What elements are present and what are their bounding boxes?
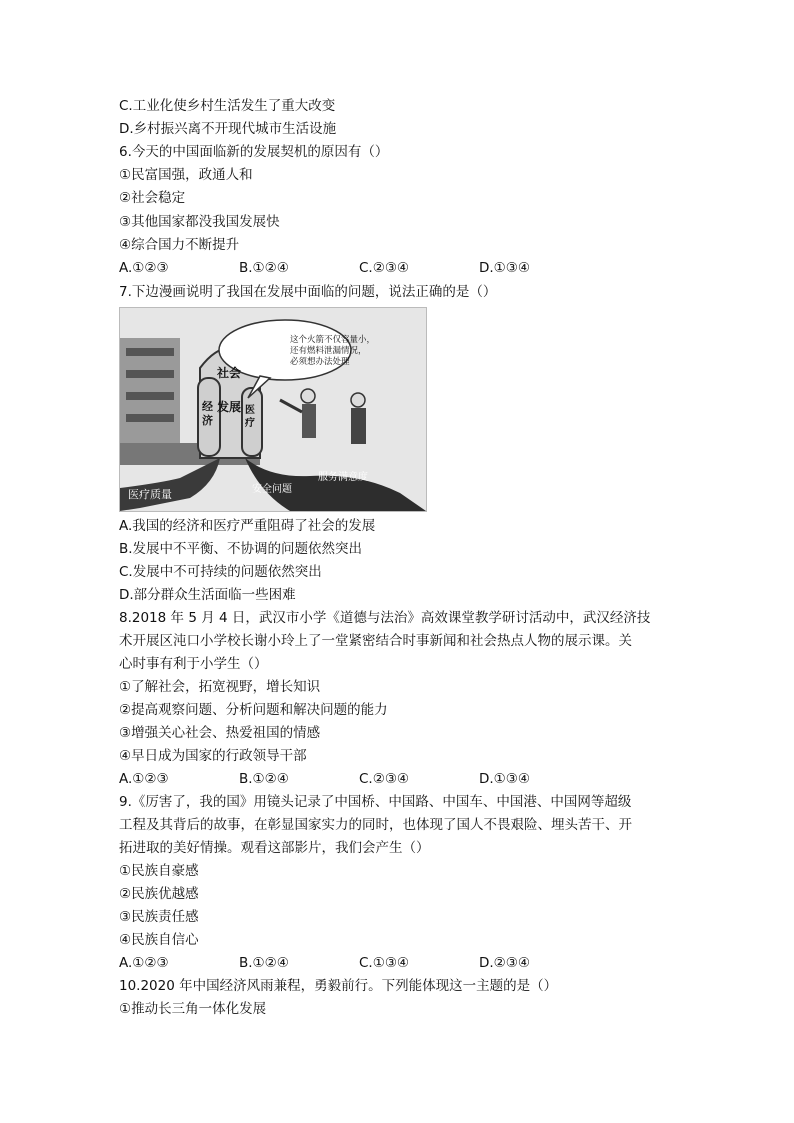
statement-item: ③民族责任感 [119, 909, 199, 925]
question-9-cont: 工程及其背后的故事，在彰显国家实力的同时，也体现了国人不畏艰险、埋头苦干、开 [119, 817, 632, 833]
statement-item: ①民富国强，政通人和 [119, 167, 253, 183]
statement-item: ④综合国力不断提升 [119, 237, 240, 253]
choice-a: A.①②③ [119, 771, 169, 787]
option-a: A.我国的经济和医疗严重阻碍了社会的发展 [119, 518, 376, 534]
puddle-label: 安全问题 [252, 484, 292, 495]
statement-item: ①民族自豪感 [119, 863, 199, 879]
rocket-label-left: 经济 [202, 400, 213, 427]
statement-item: ①了解社会，拓宽视野，增长知识 [119, 679, 321, 695]
choice-c: C.②③④ [359, 771, 410, 787]
question-10: 10.2020 年中国经济风雨兼程，勇毅前行。下列能体现这一主题的是（） [119, 978, 558, 994]
rocket-label-top: 社会 [217, 366, 242, 380]
statement-item: ④早日成为国家的行政领导干部 [119, 748, 307, 764]
choice-d: D.①③④ [479, 260, 530, 276]
option-b: B.发展中不平衡、不协调的问题依然突出 [119, 541, 363, 557]
option-c: C.发展中不可持续的问题依然突出 [119, 564, 322, 580]
statement-item: ④民族自信心 [119, 932, 199, 948]
speech-bubble: 这个火箭不仅容量小， 还有燃料泄漏情况， 必须想办法处理 [290, 335, 376, 367]
option-d: D.部分群众生活面临一些困难 [119, 587, 296, 603]
statement-item: ①推动长三角一体化发展 [119, 1001, 267, 1017]
statement-item: ③增强关心社会、热爱祖国的情感 [119, 725, 321, 741]
choice-a: A.①②③ [119, 955, 169, 971]
choice-d: D.①③④ [479, 771, 530, 787]
choice-c: C.①③④ [359, 955, 410, 971]
choice-c: C.②③④ [359, 260, 410, 276]
choice-d: D.②③④ [479, 955, 530, 971]
question-6: 6.今天的中国面临新的发展契机的原因有（） [119, 144, 389, 160]
question-7: 7.下边漫画说明了我国在发展中面临的问题，说法正确的是（） [119, 284, 497, 300]
question-8-cont: 术开展区沌口小学校长谢小玲上了一堂紧密结合时事新闻和社会热点人物的展示课。关 [119, 633, 632, 649]
choice-b: B.①②④ [239, 955, 289, 971]
statement-item: ②民族优越感 [119, 886, 199, 902]
choice-b: B.①②④ [239, 260, 289, 276]
choice-b: B.①②④ [239, 771, 289, 787]
rocket-label-right: 医疗 [245, 405, 255, 429]
cartoon-image [119, 307, 427, 512]
statement-item: ②提高观察问题、分析问题和解决问题的能力 [119, 702, 388, 718]
option-text: C.工业化使乡村生活发生了重大改变 [119, 98, 336, 114]
choice-a: A.①②③ [119, 260, 169, 276]
puddle-label: 服务满意度 [318, 472, 368, 483]
statement-item: ③其他国家都没我国发展快 [119, 214, 280, 230]
question-9: 9.《厉害了，我的国》用镜头记录了中国桥、中国路、中国车、中国港、中国网等超级 [119, 794, 632, 810]
option-text: D.乡村振兴离不开现代城市生活设施 [119, 121, 337, 137]
rocket-label-mid: 发展 [217, 400, 242, 414]
question-9-cont: 拓进取的美好情操。观看这部影片，我们会产生（） [119, 840, 430, 856]
question-8: 8.2018 年 5 月 4 日，武汉市小学《道德与法治》高效课堂教学研讨活动中，武汉经济技 [119, 610, 651, 626]
puddle-label: 医疗质量 [128, 488, 172, 501]
statement-item: ②社会稳定 [119, 190, 186, 206]
question-8-cont: 心时事有利于小学生（） [119, 656, 268, 672]
